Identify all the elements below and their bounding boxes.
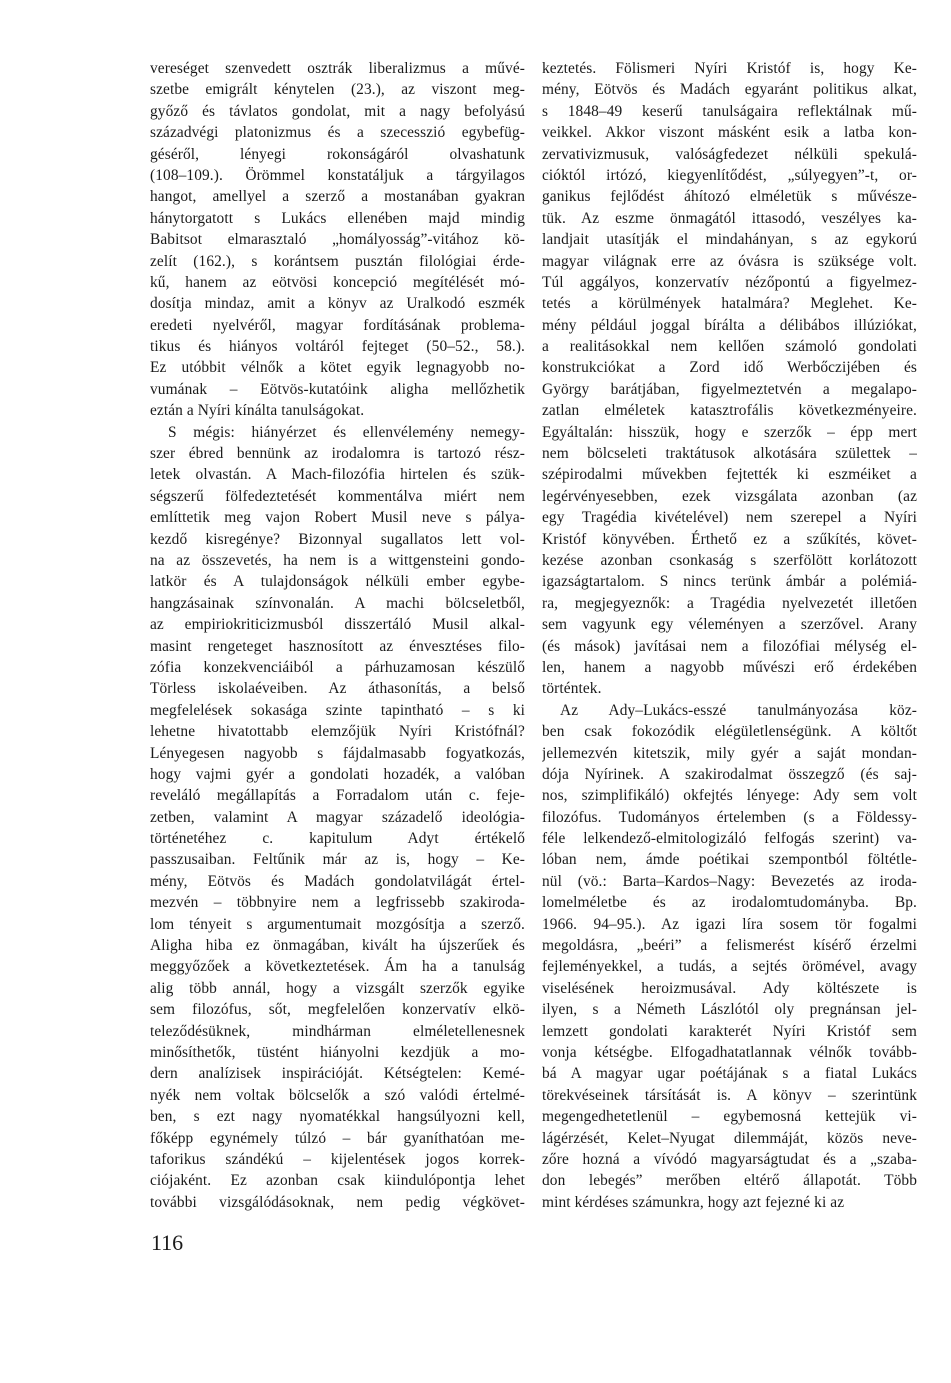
- text-line: (és mások) javításai nem a filozófiai mélység el-: [542, 637, 917, 655]
- text-line: hangzásainak színvonalán. A machi bölcseletből,: [150, 594, 525, 612]
- text-line: passzusaiban. Feltűnik már az is, hogy – Ke-: [150, 851, 525, 869]
- text-column-left: [150, 58, 525, 1213]
- text-line: dern analízisek inspirációját. Kétségtelen: Kemé-: [150, 1065, 525, 1083]
- text-line: ilyen, s a Németh Lászlótól oly pregnánsan jel-: [542, 1001, 917, 1019]
- text-line: sem vagyunk egy véleményen a szerzővel. Arany: [542, 616, 917, 634]
- text-line: Ez utóbbit vélnők a kötet egyik legnagyobb no-: [150, 359, 525, 377]
- text-line: masint rengeteget hasznosított az énvesztéses filo-: [150, 637, 525, 655]
- text-line: viselésének heroizmusával. Ady költészete is: [542, 979, 917, 997]
- text-line: nül (vö.: Barta–Kardos–Nagy: Bevezetés az iroda-: [542, 872, 917, 890]
- text-line: történtek.: [542, 680, 602, 698]
- text-line: zelít (162.), s korántsem pusztán filológiai érde-: [150, 252, 525, 270]
- text-line: nyék nem voltak bölcselők a szó valódi értelmé-: [150, 1086, 525, 1104]
- text-line: megfelelések sokasága szinte tapintható – s ki: [150, 701, 525, 719]
- text-line: konstrukciókat a Zord idő Werbőczijében és: [542, 359, 917, 377]
- text-line: Babitsot elmarasztaló „homályosság”-vitához kö-: [150, 231, 525, 249]
- text-line: lemzett gondolati karakterét Nyíri Kristóf sem: [542, 1022, 917, 1040]
- text-line: mény például joggal bírálta a délibábos illúziókat,: [542, 316, 917, 334]
- text-line: ben, s ezt nagy nyomatékkal hangsúlyozni kell,: [150, 1108, 525, 1126]
- text-line: szépirodalmi művekben fejtették ki eszméiket a: [542, 466, 917, 484]
- text-line: Törless iskolaéveiben. Az áthasonítás, a belső: [150, 680, 525, 698]
- text-line: mény, Eötvös és Madách egyaránt politikus alkat,: [542, 81, 917, 99]
- text-line: eredeti nyelvéről, magyar fordításának problema-: [150, 316, 525, 334]
- page-number: 116: [151, 1230, 184, 1255]
- text-line: Aligha hiba ez önmagában, kivált ha újszerűek és: [150, 937, 525, 955]
- text-line: nem bölcseleti traktátusok alkotására születtek –: [542, 445, 917, 463]
- text-line: századvégi platonizmus és a szecesszió egybefüg-: [150, 124, 525, 142]
- text-line: zófia konzekvenciáiból a párhuzamosan készülő: [150, 658, 525, 676]
- text-line: megengedhetetlenül – egybemosná kettejük vi-: [542, 1108, 917, 1126]
- text-line: tikus és hiányos voltáról fejteget (50–52., 58.).: [150, 338, 525, 356]
- text-line: Egyáltalán: hisszük, hogy e szerzők – épp mert: [542, 423, 917, 441]
- text-line: főképp egynémely túlzó – bár gyaníthatóan me-: [150, 1129, 525, 1147]
- text-line: az empiriokriticizmusból disszertáló Musil alkal-: [150, 616, 525, 634]
- text-line: tük. Az eszme önmagától ittasodó, veszélyes ka-: [542, 209, 917, 227]
- text-line: hogy vajmi gyér a gondolati hozadék, a valóban: [150, 765, 525, 783]
- text-line: reveláló megállapítás a Forradalom után c. feje-: [150, 787, 525, 805]
- text-line: zervativizmusuk, valóságfedezet nélküli spekulá-: [542, 145, 917, 163]
- text-line: géséről, lényegi rokonságáról olvashatunk: [150, 145, 525, 163]
- text-line: megoldásra, „beéri” a felismerést kísérő érzelmi: [542, 937, 917, 955]
- text-line: S mégis: hiányérzet és ellenvélemény nemegy-: [168, 423, 525, 441]
- text-line: történetéhez c. kapitulum Adyt értékelő: [150, 830, 525, 848]
- text-line: hánytorgatott s Lukács ellenében majd mindig: [150, 209, 525, 227]
- text-line: len, hanem a nagyobb művészi erő érdekében: [542, 658, 917, 676]
- text-line: letek olvastán. A Mach-filozófia hirtelen és szük-: [150, 466, 525, 484]
- text-line: ganikus fejlődést áhítozó elméletük s művésze-: [542, 188, 917, 206]
- text-line: törekvéseinek társítását is. A könyv – szerintünk: [542, 1086, 917, 1104]
- text-line: nos, szimplifikáló) okfejtés lényege: Ady sem volt: [542, 787, 917, 805]
- text-line: legérvényesebben, ezek vizsgálata azonban (az: [542, 487, 917, 505]
- text-line: ben csak fokozódik elégületlenségünk. A költőt: [542, 723, 917, 741]
- text-line: további vizsgálódásoknak, nem pedig végkövet-: [150, 1193, 525, 1211]
- text-line: alig több annál, hogy a vizsgált szerzők egyike: [150, 979, 525, 997]
- text-line: (108–109.). Örömmel konstatáljuk a tárgyilagos: [150, 166, 525, 184]
- text-line: 1966. 94–95.). Az igazi líra sosem tör fogalmi: [542, 915, 917, 933]
- text-line: na az összevetés, ha nem is a wittgensteini gondo-: [150, 551, 525, 569]
- text-line: veikkel. Akkor viszont másként esik a latba kon-: [542, 124, 917, 142]
- text-line: s 1848–49 keserű tanulságaira reflektálnak mű-: [542, 102, 917, 120]
- text-line: fejleményekkel, a tudás, a sejtés örömével, avagy: [542, 958, 917, 976]
- text-line: Az Ady–Lukács-esszé tanulmányozása köz-: [560, 701, 917, 719]
- text-line: a realitásokkal nem kellően számoló gondolati: [542, 338, 917, 356]
- text-line: mény, Eötvös és Madách gondolatvilágát értel-: [150, 872, 525, 890]
- text-line: filozófus. Tudományos értelemben (s a Földessy-: [542, 808, 917, 826]
- text-line: György barátjában, figyelmeztetvén a megalapo-: [542, 380, 917, 398]
- text-line: jellemezvén kitetszik, mily gyér a saját mondan-: [542, 744, 917, 762]
- text-line: zetben, valamint A magyar századelő ideológia-: [150, 808, 525, 826]
- text-line: hangot, amellyel a szerző a mostanában gyakran: [150, 188, 525, 206]
- text-line: szetbe emigrált kénytelen (23.), az viszont meg-: [150, 81, 525, 99]
- text-line: taforikus szándékú – kijelentések jogos korrek-: [150, 1150, 525, 1168]
- text-line: lágérzését, Kelet–Nyugat dilemmáját, közös neve-: [542, 1129, 917, 1147]
- text-line: latkör és A tulajdonságok nélküli ember egybe-: [150, 573, 525, 591]
- text-line: sem filozófus, sőt, megfelelően konzervatív elkö-: [150, 1001, 525, 1019]
- text-line: dója Nyírinek. A szakirodalmat összegző (és saj-: [542, 765, 917, 783]
- text-line: vereséget szenvedett osztrák liberalizmus a művé-: [150, 60, 525, 77]
- text-line: dosítja mindaz, amit a könyv az Uralkodó eszmék: [150, 295, 525, 313]
- text-line: ciójaként. Ez azonban csak kiindulópontja lehet: [150, 1172, 525, 1190]
- text-line: meggyőzőek a következtetések. Ám ha a tanulság: [150, 958, 525, 976]
- text-line: don lebegés” merőben eltérő állapotát. Több: [542, 1172, 917, 1190]
- text-line: egy Tragédia kivételével) nem szerepel a Nyíri: [542, 509, 917, 527]
- text-line: zőre hozná a vívódó magyarságtudat és a „szaba-: [542, 1150, 917, 1168]
- text-line: tetés a körülmények hatalmára? Meglehet. Ke-: [542, 295, 917, 313]
- text-line: kezdő kisregénye? Bizonnyal sugallatos lett vol-: [150, 530, 525, 548]
- text-line: Túl aggályos, konzervatív nézőpontú a figyelmez-: [542, 273, 917, 291]
- text-line: Kristóf könyvében. Érthető ez a szűkítés, követ-: [542, 530, 917, 548]
- text-line: eztán a Nyíri kínálta tanulságokat.: [150, 402, 365, 420]
- text-line: Lényegesen nagyobb s fájdalmasabb fogyatkozás,: [150, 744, 525, 762]
- text-line: igazságtartalom. S nincs terünk ámbár a polémiá-: [542, 573, 917, 591]
- text-line: bá A magyar ugar poétájának s a fiatal Lukács: [542, 1065, 917, 1083]
- text-line: kű, hanem az eötvösi koncepció megítélését mó-: [150, 273, 525, 291]
- text-line: mint kérdéses számunkra, hogy azt fejezné ki az: [542, 1193, 845, 1211]
- text-line: lomelméletbe és az irodalomtudományba. Bp.: [542, 894, 917, 912]
- text-line: mezvén – többnyire nem a legfrissebb szakiroda-: [150, 894, 525, 912]
- text-line: magyar világnak erre az óvásra is szüksége volt.: [542, 252, 917, 270]
- text-column-right: [542, 58, 917, 1213]
- text-line: ségszerű fölfedeztetését kommentálva miért nem: [150, 487, 525, 505]
- text-line: cióktól irtózó, kiegyenlítődést, „súlyegyen”-t, or-: [542, 166, 917, 184]
- text-line: teleződésüknek, mindhárman elméletellenesnek: [150, 1022, 525, 1040]
- text-line: keztetés. Fölismeri Nyíri Kristóf is, hogy Ke-: [542, 60, 917, 77]
- text-line: szer ébred bennünk az irodalomra is tartozó rész-: [150, 445, 525, 463]
- text-line: ra, megjegyeznők: a Tragédia nyelvezetét illetően: [542, 594, 917, 612]
- text-line: minősíthetők, tüstént hiányolni kezdjük a mo-: [150, 1043, 525, 1061]
- text-line: lom tényeit s argumentumait mozgósítja a szerző.: [150, 915, 525, 933]
- text-line: vonja kétségbe. Elfogadhatatlannak vélnők tovább-: [542, 1043, 917, 1061]
- text-line: említtetik meg vajon Robert Musil neve s pálya-: [150, 509, 525, 527]
- text-line: zatlan elméletek katasztrofális következményeire.: [542, 402, 917, 420]
- text-line: kezése azonban csonkaság s szerfölött korlátozott: [542, 551, 917, 569]
- text-line: féle lelkendező-elmitologizáló felfogás szerint) va-: [542, 830, 917, 848]
- text-line: lóban nem, ámde poétikai szempontból föltétle-: [542, 851, 917, 869]
- text-line: lehetne hivatottabb elemzőjük Nyíri Kristófnál?: [150, 723, 525, 741]
- text-line: győző és távlatos gondolat, mit a nagy befolyású: [150, 102, 525, 120]
- text-line: landjait utasítják el mindahányan, s az egykorú: [542, 231, 917, 249]
- text-line: vumának – Eötvös-kutatóink aligha mellőzhetik: [150, 380, 525, 398]
